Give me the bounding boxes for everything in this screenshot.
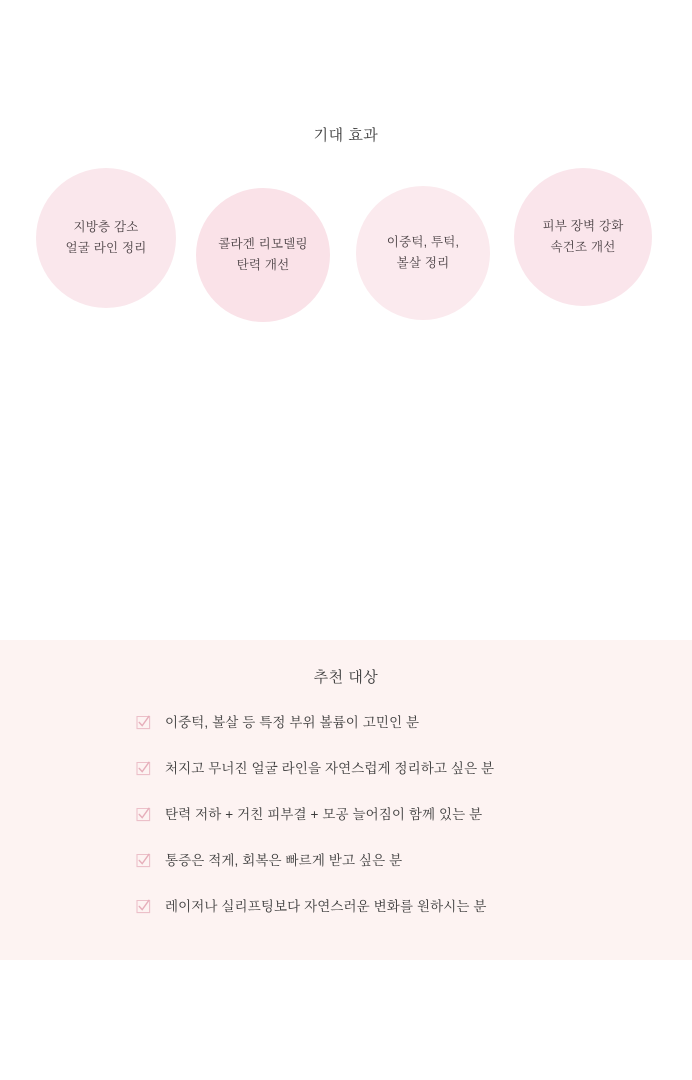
effect-circle: [356, 186, 490, 320]
check-square-icon: [136, 715, 151, 730]
effect-circle: [196, 188, 330, 322]
check-square-icon: [136, 899, 151, 914]
list-item-label: 처지고 무너진 얼굴 라인을 자연스럽게 정리하고 싶은 분: [165, 761, 495, 776]
list-item-label: 통증은 적게, 회복은 빠르게 받고 싶은 분: [165, 853, 403, 868]
check-square-icon: [136, 853, 151, 868]
bottom-spacer: [0, 960, 692, 1080]
effect-circle: [514, 168, 652, 306]
list-item: [136, 806, 596, 852]
effect-circle: [36, 168, 176, 308]
expected-effects-title: 기대 효과: [313, 127, 379, 144]
recommended-targets-section: [0, 640, 692, 960]
list-item: [136, 852, 596, 898]
effect-circle-line: 이중턱, 투턱,: [386, 235, 460, 250]
list-item-label: 이중턱, 볼살 등 특정 부위 볼륨이 고민인 분: [165, 715, 420, 730]
effect-circle-line: 볼살 정리: [396, 256, 450, 270]
list-item-label: 탄력 저하 + 거친 피부결 + 모공 늘어짐이 함께 있는 분: [165, 807, 483, 822]
recommended-targets-title: 추천 대상: [313, 669, 379, 686]
list-item-label: 레이저나 실리프팅보다 자연스러운 변화를 원하시는 분: [165, 899, 487, 914]
effect-circle-line: 속건조 개선: [550, 240, 616, 254]
effect-circle-line: 얼굴 라인 정리: [65, 241, 147, 255]
effect-circle-row: [0, 168, 692, 318]
list-item: [136, 898, 596, 944]
check-square-icon: [136, 761, 151, 776]
list-item: [136, 714, 596, 760]
list-item: [136, 760, 596, 806]
effect-circle-line: 피부 장벽 강화: [542, 219, 624, 234]
effect-circle-line: 탄력 개선: [236, 258, 290, 272]
recommended-targets-list: [136, 714, 596, 944]
effect-circle-line: 콜라겐 리모델링: [218, 237, 308, 252]
check-square-icon: [136, 807, 151, 822]
effect-circle-line: 지방층 감소: [73, 220, 139, 235]
